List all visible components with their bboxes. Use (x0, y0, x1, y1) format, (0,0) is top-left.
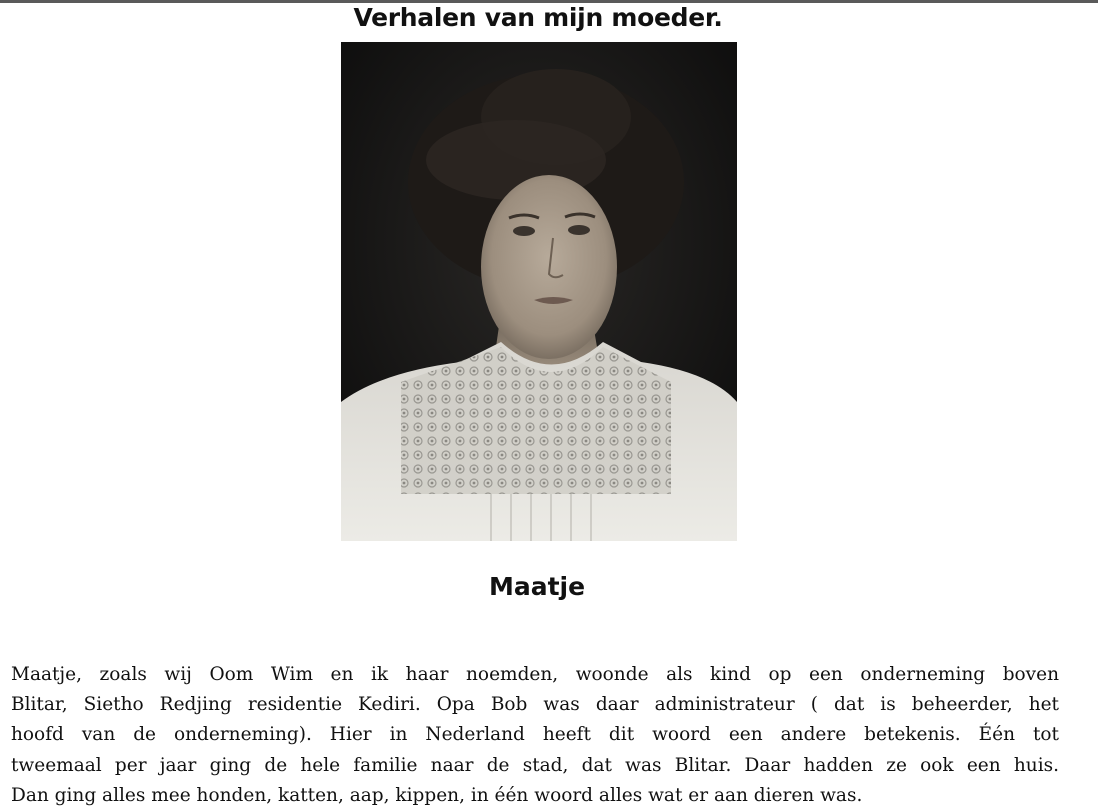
body-paragraph (11, 660, 1059, 808)
photo-caption: Maatje (488, 572, 586, 601)
portrait-illustration (341, 42, 737, 541)
portrait-photo (341, 42, 737, 541)
paragraph-line: Blitar, Sietho Redjing residentie Kediri. Opa Bob was daar administrateur ( dat is beheerder, het (11, 694, 1059, 716)
paragraph-line: tweemaal per jaar ging de hele familie naar de stad, dat was Blitar. Daar hadden ze ook een huis. (11, 754, 1059, 776)
paragraph-line: Dan ging alles mee honden, katten, aap, kippen, in één woord alles wat er aan dieren was. (11, 784, 863, 806)
paragraph-line: hoofd van de onderneming). Hier in Nederland heeft dit woord een andere betekenis. Één tot (11, 724, 1059, 746)
paragraph-line: Maatje, zoals wij Oom Wim en ik haar noemden, woonde als kind op een onderneming boven (11, 664, 1059, 685)
document-title: Verhalen van mijn moeder. (353, 3, 723, 32)
